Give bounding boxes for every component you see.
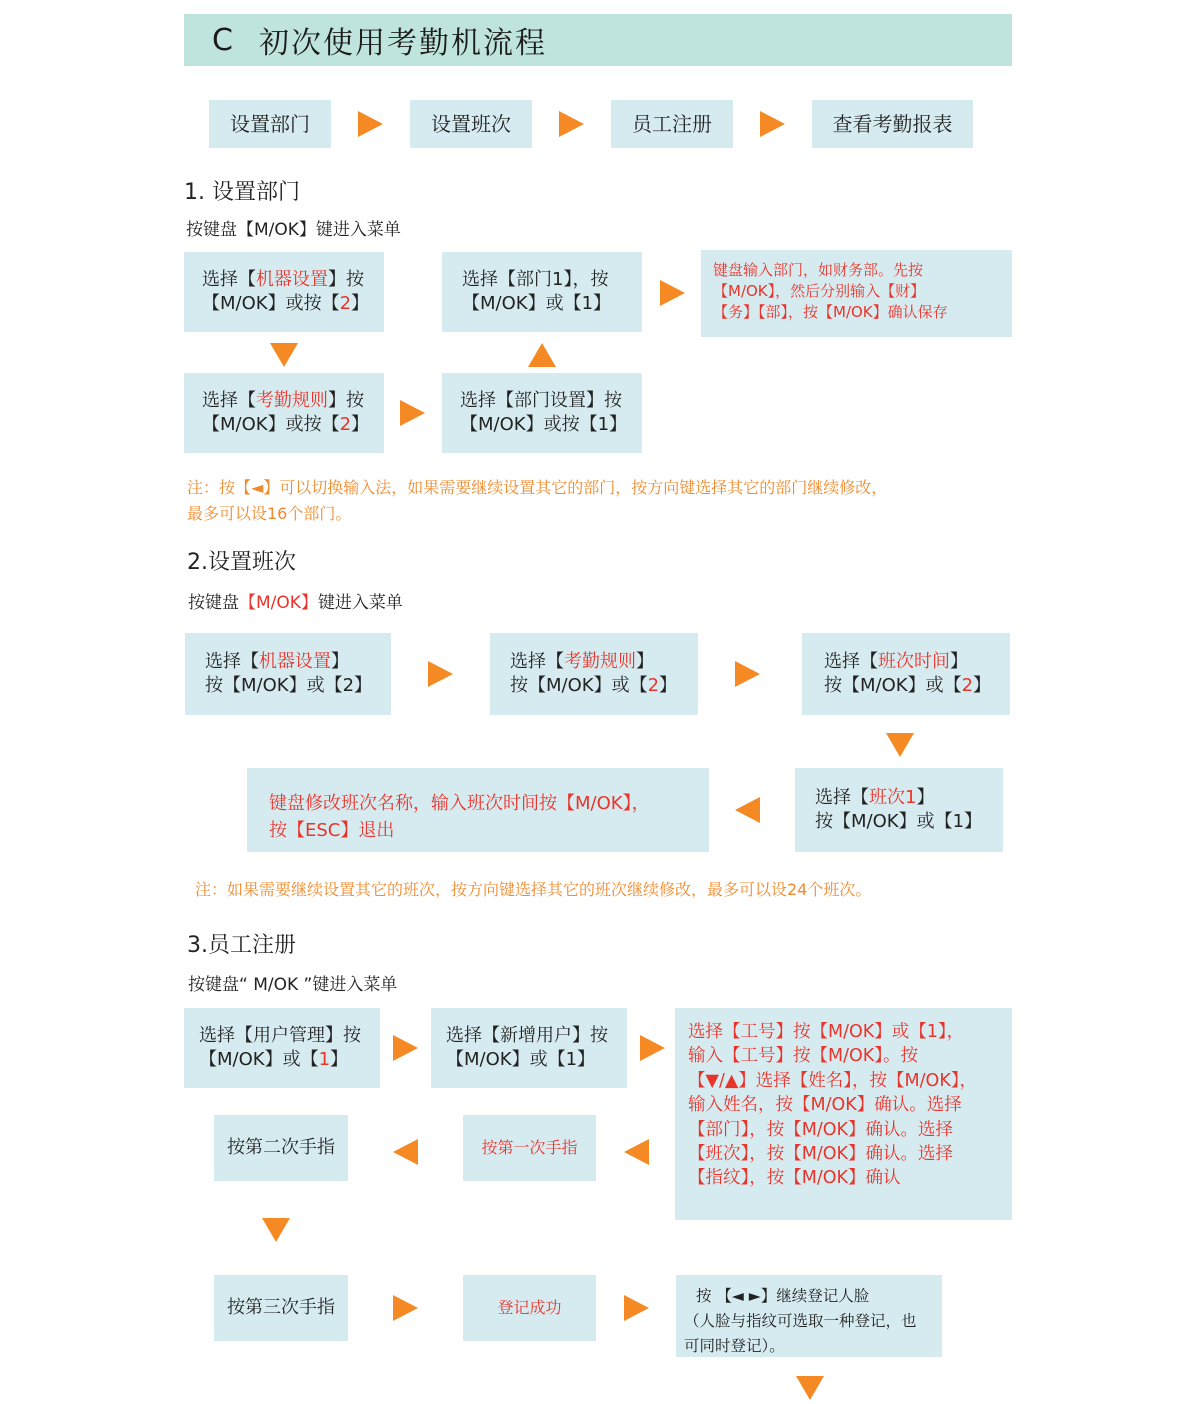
arrow-right-icon: [660, 280, 685, 306]
section-1-title: 1. 设置部门: [184, 180, 300, 205]
arrow-right-icon: [428, 661, 453, 687]
s3-box-face-register: 按 【◄ ►】继续登记人脸 （人脸与指纹可选取一种登记，也 可同时登记）。: [676, 1275, 942, 1357]
s3-box-user-details: 选择【工号】按【M/OK】或【1】， 输入【工号】按【M/OK】。按 【▼/▲】选择【姓名】，按【M/OK】， 输入姓名，按【M/OK】确认。选择 【部门】，按【M/OK】确认。选择 【班次】，按【M/OK】确认。选择 【指纹】，按【M/OK】确认: [675, 1008, 1012, 1220]
s2-box-edit-shift: 键盘修改班次名称，输入班次时间按【M/OK】， 按【ESC】退出: [247, 768, 709, 852]
section-letter: C: [212, 22, 233, 58]
s1-box-department-settings: 选择【部门设置】按 【M/OK】或按【1】: [442, 373, 642, 453]
s3-box-user-management: 选择【用户管理】按 【M/OK】或【1】: [184, 1008, 380, 1088]
s1-box-department1: 选择【部门1】，按 【M/OK】或【1】: [442, 252, 642, 332]
section-2-title: 2.设置班次: [187, 550, 296, 575]
page-title: 初次使用考勤机流程: [258, 26, 547, 61]
arrow-down-icon: [262, 1218, 290, 1242]
arrow-down-icon: [886, 733, 914, 757]
s2-box-attendance-rules: 选择【考勤规则】 按【M/OK】或【2】: [490, 633, 698, 715]
s1-box-keyboard-input: 键盘输入部门，如财务部。先按 【M/OK】，然后分别输入【财】 【务】【部】，按【M/OK】确认保存: [701, 250, 1012, 337]
section-1-intro: 按键盘【M/OK】键进入菜单: [186, 220, 401, 240]
arrow-right-icon: [393, 1035, 418, 1061]
s3-box-finger-second: 按第二次手指: [214, 1115, 348, 1181]
section-3-title: 3.员工注册: [187, 933, 296, 958]
step-box-shift: 设置班次: [410, 100, 532, 148]
s2-box-machine-settings: 选择【机器设置】 按【M/OK】或【2】: [185, 633, 391, 715]
arrow-right-icon: [735, 661, 760, 687]
arrow-down-icon: [796, 1376, 824, 1400]
section-2-intro: 按键盘【M/OK】键进入菜单: [188, 593, 403, 613]
arrow-up-icon: [528, 343, 556, 367]
s3-box-success: 登记成功: [463, 1275, 596, 1341]
s1-note: 注：按【◄】可以切换输入法，如果需要继续设置其它的部门，按方向键选择其它的部门继续修改， 最多可以设16个部门。: [187, 478, 888, 523]
s2-box-shift-time: 选择【班次时间】 按【M/OK】或【2】: [802, 633, 1010, 715]
arrow-left-icon: [393, 1139, 418, 1165]
arrow-left-icon: [735, 797, 760, 823]
arrow-right-icon: [624, 1295, 649, 1321]
arrow-right-icon: [358, 111, 383, 137]
arrow-down-icon: [270, 343, 298, 367]
s2-note: 注：如果需要继续设置其它的班次，按方向键选择其它的班次继续修改，最多可以设24个班次。: [195, 880, 872, 899]
s3-box-new-user: 选择【新增用户】按 【M/OK】或【1】: [431, 1008, 627, 1088]
step-box-register: 员工注册: [611, 100, 733, 148]
arrow-right-icon: [760, 111, 785, 137]
s2-box-shift1: 选择【班次1】 按【M/OK】或【1】: [795, 768, 1003, 852]
s3-box-finger-third: 按第三次手指: [214, 1275, 348, 1341]
arrow-left-icon: [624, 1139, 649, 1165]
arrow-right-icon: [400, 400, 425, 426]
section-3-intro: 按键盘“ M/OK ”键进入菜单: [188, 975, 398, 995]
arrow-right-icon: [559, 111, 584, 137]
s3-box-finger-first: 按第一次手指: [463, 1115, 596, 1181]
step-box-department: 设置部门: [209, 100, 331, 148]
section-header: [184, 14, 1012, 66]
step-box-report: 查看考勤报表: [812, 100, 973, 148]
s1-box-machine-settings: 选择【机器设置】按 【M/OK】或按【2】: [184, 252, 384, 332]
s1-box-attendance-rules: 选择【考勤规则】按 【M/OK】或按【2】: [184, 373, 384, 453]
arrow-right-icon: [393, 1295, 418, 1321]
arrow-right-icon: [640, 1035, 665, 1061]
